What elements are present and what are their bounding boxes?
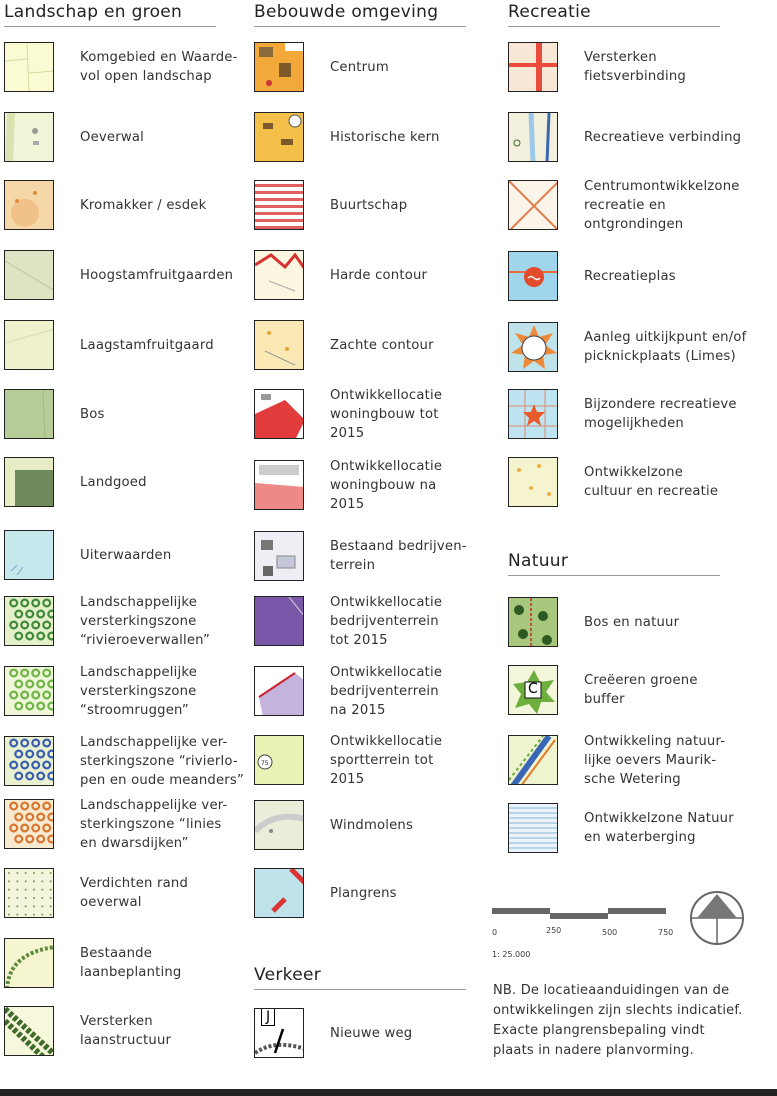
stroomruggen-swatch: [4, 666, 54, 716]
bottom-border: [0, 1089, 777, 1096]
rivieroeverwallen-swatch: [4, 596, 54, 646]
bedrijf-tot-2015-swatch: [254, 596, 304, 646]
komgebied-swatch: [4, 42, 54, 92]
legend-label: Hoogstamfruitgaarden: [80, 267, 234, 283]
legend-label: Ontwikkellocatie bedrijventerrein na 2015: [330, 664, 443, 718]
historische-kern-swatch: [254, 112, 304, 162]
scale-tick-750: 750: [658, 928, 674, 937]
legend-label: Ontwikkelzone cultuur en recreatie: [584, 465, 719, 499]
heading-natuur: Natuur: [508, 551, 720, 576]
scale-tick-500: 500: [602, 928, 618, 937]
plangrens-swatch: [254, 868, 304, 918]
centrum-swatch: [254, 42, 304, 92]
legend-label: Ontwikkelzone Natuur en waterberging: [584, 811, 734, 845]
groene-buffer-swatch: [508, 665, 558, 715]
waterberging-swatch: [508, 803, 558, 853]
bedrijf-na-2015-swatch: [254, 666, 304, 716]
legend-label: Verdichten rand oeverwal: [80, 876, 189, 910]
legend-label: Bestaand bedrijven- terrein: [330, 539, 467, 573]
meanders-swatch: [4, 736, 54, 786]
legend-label: Versterken fietsverbinding: [584, 50, 686, 84]
cultuur-recreatie-swatch: [508, 457, 558, 507]
buurtschap-swatch: [254, 180, 304, 230]
landgoed-swatch: [4, 457, 54, 507]
legend-label: Recreatieplas: [584, 268, 676, 284]
legend-label: Buurtschap: [330, 197, 408, 213]
legend-badge: C: [528, 681, 538, 697]
svg-text:75: 75: [261, 760, 269, 767]
uitkijkpunt-swatch: [508, 322, 558, 372]
legend-label: Centrum: [330, 59, 389, 75]
scale-tick-0: 0: [492, 928, 498, 937]
legend-label: Historische kern: [330, 129, 440, 145]
north-arrow-icon: [689, 890, 745, 950]
verdichten-swatch: [4, 868, 54, 918]
legend-label: Kromakker / esdek: [80, 197, 207, 213]
legend-label: Bos: [80, 406, 105, 422]
legend-label: Ontwikkellocatie bedrijventerrein tot 2015: [330, 594, 443, 648]
legend-label: Landschappelijke ver- sterkingszone “rivierlo- pen en oude meanders”: [80, 734, 245, 788]
scale-ratio: 1: 25.000: [492, 950, 531, 959]
legend-label: Recreatieve verbinding: [584, 129, 742, 145]
heading-bebouwde-omgeving: Bebouwde omgeving: [254, 2, 466, 27]
legend-label: Nieuwe weg: [330, 1025, 413, 1041]
legend-label: Ontwikkellocatie sportterrein tot 2015: [330, 733, 443, 787]
legend-label: Komgebied en Waarde- vol open landschap: [80, 50, 238, 84]
hoogstam-swatch: [4, 250, 54, 300]
bos-swatch: [4, 389, 54, 439]
nieuwe-weg-swatch: [254, 1008, 304, 1058]
legend-label: Uiterwaarden: [80, 547, 172, 563]
legend-label: Plangrens: [330, 885, 397, 901]
recreatieve-verbinding-swatch: [508, 112, 558, 162]
bijzondere-recreatie-swatch: [508, 389, 558, 439]
centrumontwikkel-swatch: [508, 180, 558, 230]
heading-verkeer: Verkeer: [254, 965, 466, 990]
legend-label: Landgoed: [80, 474, 147, 490]
scale-tick-250: 250: [546, 926, 562, 935]
heading-recreatie: Recreatie: [508, 2, 720, 27]
harde-contour-swatch: [254, 250, 304, 300]
legend-label: Bos en natuur: [584, 614, 680, 630]
woningbouw-2015-swatch: [254, 389, 304, 439]
legend-label: Centrumontwikkelzone recreatie en ontgrondingen: [584, 178, 740, 232]
legend-label: Laagstamfruitgaard: [80, 337, 214, 353]
heading-landschap-en-groen: Landschap en groen: [4, 2, 216, 27]
natuurlijke-oevers-swatch: [508, 735, 558, 785]
legend-label: Landschappelijke versterkingszone “stroomruggen”: [80, 664, 198, 718]
legend-label: Ontwikkeling natuur- lijke oevers Maurik- sche Wetering: [584, 733, 726, 787]
legend-label: Aanleg uitkijkpunt en/of picknickplaats (Limes): [584, 330, 747, 364]
zachte-contour-swatch: [254, 320, 304, 370]
laanbeplanting-swatch: [4, 938, 54, 988]
scale-bar: [492, 906, 672, 962]
legend-label: Bestaande laanbeplanting: [80, 946, 182, 980]
legend-label: Bijzondere recreatieve mogelijkheden: [584, 397, 737, 431]
windmolens-swatch: [254, 800, 304, 850]
legend-label: Zachte contour: [330, 337, 434, 353]
legend-label: Versterken laanstructuur: [80, 1014, 172, 1048]
laanstructuur-swatch: [4, 1006, 54, 1056]
legend-label: Landschappelijke ver- sterkingszone “linies en dwarsdijken”: [80, 797, 228, 851]
kromakker-swatch: [4, 180, 54, 230]
legend-badge: J: [261, 1008, 275, 1026]
sportterrein-swatch: [254, 735, 304, 785]
disclaimer-note: NB. De locatieaanduidingen van de ontwikkelingen zijn slechts indicatief. Exacte plangrensbepaling vindt plaats in nadere planvorming.: [493, 983, 743, 1058]
uiterwaarden-swatch: [4, 530, 54, 580]
bos-en-natuur-swatch: [508, 597, 558, 647]
legend-label: Ontwikkellocatie woningbouw tot 2015: [330, 387, 443, 441]
legend-label: Ontwikkellocatie woningbouw na 2015: [330, 458, 443, 512]
recreatieplas-swatch: [508, 251, 558, 301]
fietsverbinding-swatch: [508, 42, 558, 92]
legend-label: Creëeren groene buffer: [584, 673, 698, 707]
laagstam-swatch: [4, 320, 54, 370]
legend-label: Windmolens: [330, 817, 414, 833]
woningbouw-na-2015-swatch: [254, 460, 304, 510]
bedrijventerrein-swatch: [254, 531, 304, 581]
legend-label: Landschappelijke versterkingszone “rivieroeverwallen”: [80, 594, 211, 648]
legend-label: Oeverwal: [80, 129, 144, 145]
linies-swatch: [4, 799, 54, 849]
oeverwal-swatch: [4, 112, 54, 162]
legend-label: Harde contour: [330, 267, 428, 283]
